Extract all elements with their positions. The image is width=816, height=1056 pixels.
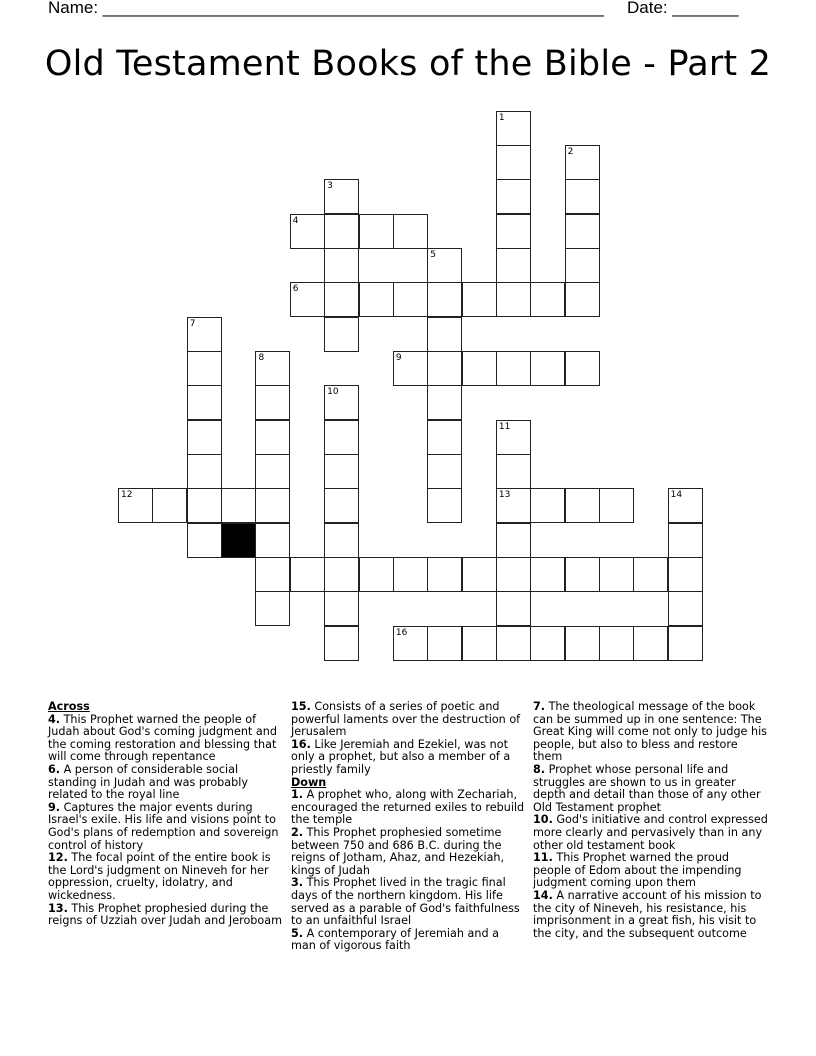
- crossword-cell[interactable]: [324, 557, 359, 592]
- crossword-cell[interactable]: [324, 282, 359, 317]
- clue-text: A narrative account of his mission to the city of Nineveh, his resistance, his imprisonment in a great fish, his visit to the city, and the subsequent outcome: [533, 888, 762, 940]
- clue-text: A person of considerable social standing in Judah and was probably related to the royal line: [48, 762, 248, 802]
- clue-number: 8.: [533, 762, 546, 776]
- clue-across-13: [48, 903, 284, 928]
- crossword-cell[interactable]: [359, 282, 394, 317]
- clue-number-label: 4: [292, 215, 299, 226]
- clue-down-11: [533, 852, 769, 890]
- crossword-cell[interactable]: [255, 351, 290, 386]
- clue-number: 12.: [48, 851, 68, 865]
- crossword-cell[interactable]: [359, 214, 394, 249]
- crossword-cell[interactable]: [324, 248, 359, 283]
- clue-number: 9.: [48, 800, 61, 814]
- crossword-cell[interactable]: [462, 557, 497, 592]
- clue-text: Consists of a series of poetic and powerful laments over the destruction of Jerusalem: [291, 700, 521, 739]
- clue-number: 11.: [533, 851, 553, 865]
- crossword-cell[interactable]: [324, 385, 359, 420]
- crossword-cell[interactable]: [668, 557, 703, 592]
- crossword-cell[interactable]: [496, 351, 531, 386]
- crossword-cell[interactable]: [496, 145, 531, 180]
- clue-down-8: [533, 764, 769, 814]
- crossword-cell[interactable]: [427, 351, 462, 386]
- clue-number-label: 8: [258, 353, 265, 363]
- clue-across-6: [48, 764, 284, 802]
- crossword-cell[interactable]: [324, 454, 359, 489]
- crossword-cell[interactable]: [255, 454, 290, 489]
- clue-number-label: 1: [498, 112, 505, 123]
- clue-number-label: 2: [567, 146, 574, 157]
- crossword-cell[interactable]: [496, 111, 531, 146]
- crossword-cell[interactable]: [118, 488, 153, 523]
- crossword-cell[interactable]: [255, 557, 290, 592]
- crossword-cell[interactable]: [599, 557, 634, 592]
- crossword-cell[interactable]: [324, 591, 359, 626]
- clue-number-label: 13: [498, 490, 511, 501]
- crossword-cell[interactable]: [427, 317, 462, 352]
- crossword-cell[interactable]: [565, 179, 600, 214]
- crossword-cell[interactable]: [633, 626, 668, 661]
- crossword-cell[interactable]: [530, 557, 565, 592]
- clue-number: 3.: [291, 876, 304, 890]
- crossword-cell[interactable]: [427, 248, 462, 283]
- crossword-cell[interactable]: [393, 557, 428, 592]
- crossword-cell[interactable]: [427, 420, 462, 455]
- crossword-cell[interactable]: [633, 557, 668, 592]
- crossword-cell[interactable]: [599, 626, 634, 661]
- clue-number-label: 7: [189, 318, 196, 329]
- crossword-cell[interactable]: [290, 557, 325, 592]
- clue-text: A prophet who, along with Zechariah, encouraged the returned exiles to rebuild the temple: [291, 788, 525, 827]
- crossword-cell[interactable]: [187, 317, 222, 352]
- crossword-cell[interactable]: [324, 179, 359, 214]
- crossword-cell[interactable]: [530, 351, 565, 386]
- crossword-cell[interactable]: [496, 420, 531, 455]
- crossword-cell[interactable]: [427, 454, 462, 489]
- crossword-cell[interactable]: [255, 523, 290, 558]
- clue-text: A contemporary of Jeremiah and a man of vigorous faith: [291, 926, 499, 953]
- crossword-cell[interactable]: [255, 488, 290, 523]
- clue-number: 15.: [291, 700, 311, 713]
- clue-column-3: [533, 701, 769, 940]
- crossword-cell[interactable]: [496, 523, 531, 558]
- clue-column-2: [291, 701, 527, 953]
- clue-across-15: [291, 701, 527, 739]
- page-title: Old Testament Books of the Bible - Part 2: [44, 44, 772, 84]
- crossword-cell[interactable]: [496, 282, 531, 317]
- crossword-cell[interactable]: [496, 626, 531, 661]
- crossword-cell[interactable]: [187, 385, 222, 420]
- crossword-cell[interactable]: [255, 385, 290, 420]
- crossword-cell[interactable]: [324, 214, 359, 249]
- clue-down-10: [533, 814, 769, 852]
- crossword-cell[interactable]: [427, 385, 462, 420]
- crossword-cell[interactable]: [427, 488, 462, 523]
- clue-number-label: 11: [498, 421, 511, 432]
- crossword-cell[interactable]: [324, 488, 359, 523]
- crossword-cell[interactable]: [221, 488, 256, 523]
- crossword-cell[interactable]: [255, 591, 290, 626]
- clue-text: This Prophet prophesied sometime between 750 and 686 B.C. during the reigns of Jotham, Ahaz, and Hezekiah, kings of Judah: [291, 825, 505, 877]
- clue-number: 13.: [48, 901, 68, 915]
- clue-text: This Prophet warned the people of Judah about God's coming judgment and the coming restoration and blessing that will come through repentance: [48, 712, 277, 764]
- crossword-cell[interactable]: [496, 488, 531, 523]
- crossword-cell[interactable]: [462, 626, 497, 661]
- crossword-cell[interactable]: [427, 282, 462, 317]
- crossword-cell[interactable]: [565, 248, 600, 283]
- crossword-cell[interactable]: [599, 488, 634, 523]
- crossword-cell[interactable]: [393, 214, 428, 249]
- crossword-cell[interactable]: [496, 557, 531, 592]
- black-cell: [221, 523, 256, 558]
- crossword-cell[interactable]: [530, 626, 565, 661]
- crossword-cell[interactable]: [187, 351, 222, 386]
- crossword-cell[interactable]: [187, 523, 222, 558]
- clue-down-2: [291, 827, 527, 877]
- crossword-cell[interactable]: [496, 179, 531, 214]
- name-field[interactable]: Name: _____________________________________________________: [48, 0, 604, 17]
- clue-number: 5.: [291, 926, 304, 940]
- clue-number: 10.: [533, 813, 553, 827]
- crossword-cell[interactable]: [290, 282, 325, 317]
- clue-number-label: 10: [327, 387, 339, 398]
- clue-number-label: 12: [121, 490, 133, 501]
- across-heading: Across: [48, 700, 90, 713]
- crossword-cell[interactable]: [427, 557, 462, 592]
- clue-down-7: [533, 701, 769, 764]
- clue-text: This Prophet prophesied during the reigns of Uzziah over Judah and Jeroboam: [48, 901, 282, 928]
- crossword-cell[interactable]: [565, 626, 600, 661]
- clue-column-1: [48, 701, 284, 928]
- crossword-cell[interactable]: [565, 145, 600, 180]
- crossword-cell[interactable]: [255, 420, 290, 455]
- clue-number-label: 14: [670, 490, 683, 501]
- clue-text: The theological message of the book can be summed up in one sentence: The Great King will come not only to judge his people, but also to bless and restore them: [533, 700, 768, 764]
- down-heading: Down: [291, 775, 327, 789]
- crossword-cell[interactable]: [530, 282, 565, 317]
- clue-number-label: 9: [395, 353, 402, 363]
- crossword-cell[interactable]: [393, 351, 428, 386]
- crossword-cell[interactable]: [187, 454, 222, 489]
- clue-number: 4.: [48, 712, 61, 726]
- clue-text: The focal point of the entire book is the Lord's judgment on Nineveh for her oppression, cruelty, idolatry, and wickedness.: [48, 851, 271, 902]
- clue-down-1: [291, 789, 527, 827]
- crossword-cell[interactable]: [187, 488, 222, 523]
- crossword-cell[interactable]: [324, 317, 359, 352]
- clue-across-12: [48, 852, 284, 902]
- crossword-cell[interactable]: [324, 626, 359, 661]
- crossword-cell[interactable]: [324, 420, 359, 455]
- clue-across-4: [48, 714, 284, 764]
- crossword-cell[interactable]: [496, 248, 531, 283]
- clue-down-14: [533, 890, 769, 940]
- clue-number: 14.: [533, 888, 553, 902]
- clue-number: 16.: [291, 737, 311, 751]
- clue-text: Captures the major events during Israel's exile. His life and visions point to God's plans of redemption and sovereign control of history: [48, 800, 279, 852]
- crossword-cell[interactable]: [668, 626, 703, 661]
- crossword-cell[interactable]: [324, 523, 359, 558]
- clue-text: Like Jeremiah and Ezekiel, was not only a prophet, but also a member of a priestly family: [291, 737, 511, 776]
- crossword-cell[interactable]: [496, 591, 531, 626]
- crossword-cell[interactable]: [393, 282, 428, 317]
- clue-number-label: 6: [292, 284, 299, 295]
- clue-down-5: [291, 928, 527, 953]
- clue-number-label: 3: [327, 181, 333, 192]
- date-field[interactable]: Date: _______: [627, 0, 739, 17]
- crossword-cell[interactable]: [462, 351, 497, 386]
- crossword-cell[interactable]: [668, 591, 703, 626]
- clue-number-label: 5: [430, 249, 436, 260]
- crossword-cell[interactable]: [427, 626, 462, 661]
- crossword-cell[interactable]: [359, 557, 394, 592]
- crossword-cell[interactable]: [668, 523, 703, 558]
- crossword-cell[interactable]: [565, 214, 600, 249]
- crossword-cell[interactable]: [530, 488, 565, 523]
- clue-number: 2.: [291, 825, 304, 839]
- clue-text: God's initiative and control expressed more clearly and pervasively than in any other old testament book: [533, 813, 768, 852]
- clue-text: This Prophet warned the proud people of Edom about the impending judgment coming upon them: [533, 851, 742, 890]
- crossword-cell[interactable]: [290, 214, 325, 249]
- crossword-cell[interactable]: [152, 488, 187, 523]
- clue-number: 6.: [48, 762, 61, 776]
- crossword-cell[interactable]: [496, 214, 531, 249]
- clue-text: Prophet whose personal life and struggles are shown to us in greater depth and detail than those of any other Old Testament prophet: [533, 762, 761, 814]
- crossword-cell[interactable]: [565, 351, 600, 386]
- crossword-cell[interactable]: [187, 420, 222, 455]
- crossword-cell[interactable]: [668, 488, 703, 523]
- clue-text: This Prophet lived in the tragic final days of the northern kingdom. His life served as a parable of God's faithfulness to an unfaithful Israel: [291, 876, 520, 928]
- clue-down-3: [291, 877, 527, 927]
- clue-number: 7.: [533, 700, 546, 713]
- clue-across-16: [291, 739, 527, 777]
- crossword-cell[interactable]: [565, 557, 600, 592]
- crossword-cell[interactable]: [565, 488, 600, 523]
- clue-across-9: [48, 802, 284, 852]
- crossword-cell[interactable]: [496, 454, 531, 489]
- clue-number-label: 16: [395, 627, 408, 638]
- crossword-cell[interactable]: [565, 282, 600, 317]
- clue-number: 1.: [291, 788, 304, 802]
- crossword-cell[interactable]: [462, 282, 497, 317]
- crossword-cell[interactable]: [393, 626, 428, 661]
